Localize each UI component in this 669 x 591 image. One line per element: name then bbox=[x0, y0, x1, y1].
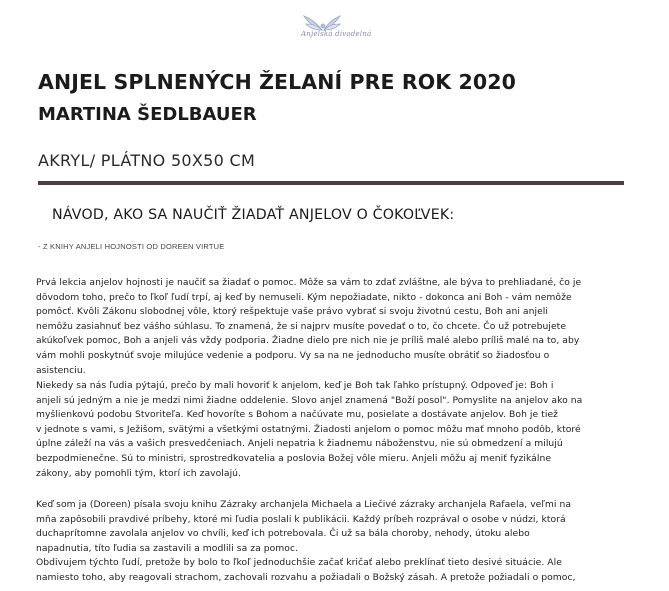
text-line: Obdivujem týchto ľudí, pretože by bolo to ľkoľ jednoduchšie začať kričať alebo preklínať tieto desivé situácie. Ale bbox=[36, 557, 562, 569]
text-line: myšlienkovú podobu Stvoriteľa. Keď hovoríte s Bohom a načúvate mu, posielate a dostávate anjelov. Boh je tiež bbox=[36, 409, 559, 421]
document-title: ANJEL SPLNENÝCH ŽELANÍ PRE ROK 2020 bbox=[38, 70, 516, 94]
text-line: mňa zapôsobili pravdivé príbehy, ktoré mi ľudia poslali k publikácii. Každý príbeh rozprával o osobe v núdzi, ktorá bbox=[36, 513, 566, 525]
text-line: bezpodmienečne. Sú to ministri, sprostredkovatelia a poslovia Božej vôle mieru. Anjeli môžu aj meniť fyzikálne bbox=[36, 452, 552, 464]
horizontal-rule bbox=[38, 181, 624, 185]
paragraph-2 bbox=[36, 379, 632, 481]
text-line: duchaprítomne zavolala anjelov vo chvíli, keď ich potrebovala. Či už sa bála choroby, nehody, útoku alebo bbox=[36, 528, 530, 540]
text-line: Niekedy sa nás ľudia pýtajú, prečo by mali hovoriť k anjelom, keď je Boh tak ľahko prístupný. Odpoveď je: Boh i bbox=[36, 380, 554, 391]
text-line: napadnutia, títo ľudia sa zastavili a modlili sa za pomoc. bbox=[36, 542, 299, 554]
text-line: pomôcť. Kvôli Zákonu slobodnej vôle, ktorý rešpektuje vaše právo vybrať si svoju životnú cestu, Boh ani anjeli bbox=[36, 306, 548, 318]
artwork-medium: AKRYL/ PLÁTNO 50X50 CM bbox=[38, 151, 256, 170]
text-line: v jednote s vami, s Ježišom, svätými a všetkými ostatnými. Žiadosti anjelom o pomoc môžu mať mnoho podôb, ktoré bbox=[36, 423, 581, 435]
text-line: akúkoľvek pomoc, Boh a anjeli vás vždy podporia. Žiadne dielo pre nich nie je príliš malé alebo príliš malé na to, aby bbox=[36, 335, 580, 347]
text-line: vám mohli poskytnúť svoje milujúce vedenie a podporu. Vy sa na ne jednoducho musíte obrátiť so žiadosťou o bbox=[36, 349, 550, 361]
paragraph-1 bbox=[36, 276, 632, 378]
section-heading: NÁVOD, AKO SA NAUČIŤ ŽIADAŤ ANJELOV O ČOKOĽVEK: bbox=[52, 207, 455, 223]
text-line: Prvá lekcia anjelov hojnosti je naučiť sa žiadať o pomoc. Môže sa vám to zdať zvláštne, ale býva to prehliadané, čo je bbox=[36, 277, 582, 288]
author-name: MARTINA ŠEDLBAUER bbox=[38, 104, 257, 125]
text-line: anjeli sú jedným a nie je medzi nimi žiadne oddelenie. Slovo anjel znamená "Boží posol". Pomyslite na anjelov ako na bbox=[36, 394, 583, 406]
logo-text: Anjelská divadelná bbox=[301, 30, 372, 38]
text-line: dôvodom toho, prečo to ľkoľ ľudí trpí, aj keď by nemuseli. Kým nepožiadate, nikto - dokonca ani Boh - vám nemôže bbox=[36, 291, 572, 303]
text-line: zákony, aby pomohli tým, ktorí ich zavolajú. bbox=[36, 467, 242, 479]
text-line: Keď som ja (Doreen) písala svoju knihu Zázraky archanjela Michaela a Liečivé zázraky archanjela Rafaela, veľmi na bbox=[36, 499, 572, 510]
source-note: - Z KNIHY ANJELI HOJNOSTI OD DOREEN VIRTUE bbox=[38, 242, 225, 251]
text-line: úplne záleží na vás a vašich presvedčeniach. Anjeli nepatria k žiadnemu náboženstvu, nie sú obmedzení a milujú bbox=[36, 438, 563, 450]
text-line: namiesto toho, aby reagovali strachom, zachovali rozvahu a požiadali o Božský zásah. A pretože požiadali o pomoc, bbox=[36, 571, 576, 583]
paragraph-3 bbox=[36, 498, 632, 586]
text-line: nemôžu zasiahnuť bez vášho súhlasu. To znamená, že si najprv musíte povedať o to, čo chcete. Čo už potrebujete bbox=[36, 320, 567, 332]
text-line: asistenciu. bbox=[36, 364, 86, 376]
